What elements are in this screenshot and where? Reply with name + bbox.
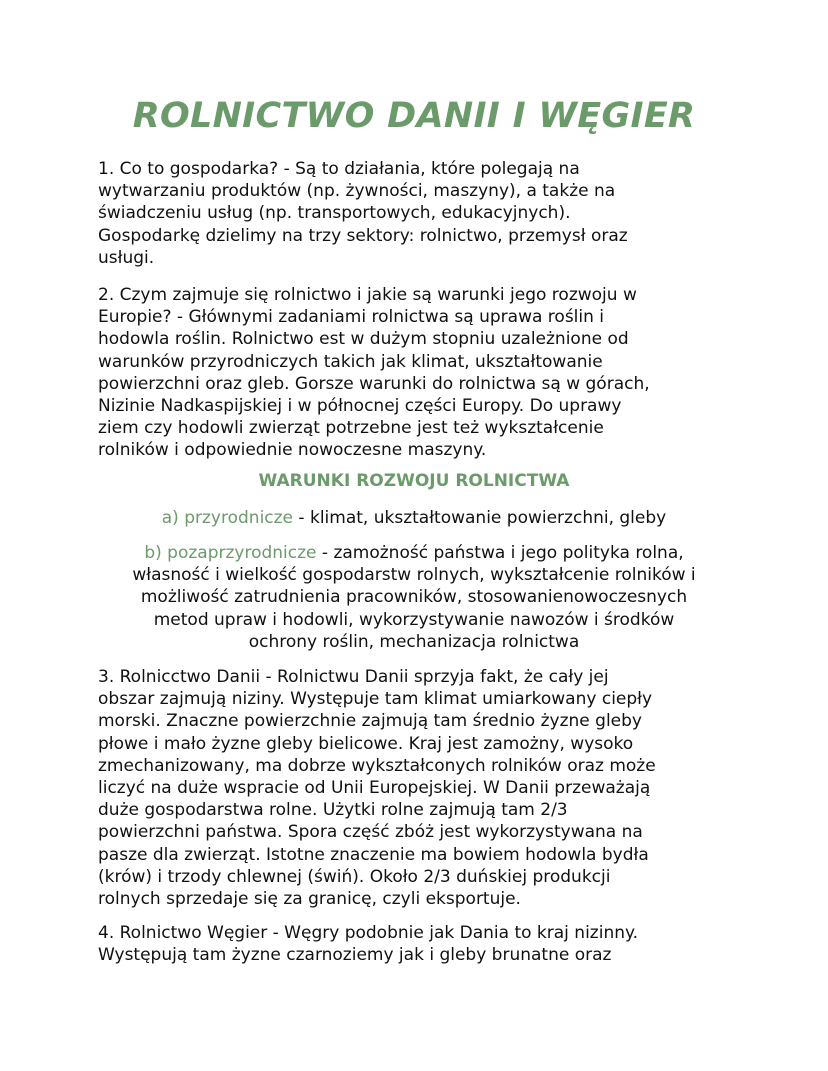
text-line: (krów) i trzody chlewnej (świń). Około 2/3 duńskiej produkcji — [98, 866, 611, 887]
text-line: Występują tam żyzne czarnoziemy jak i gleby brunatne oraz — [98, 945, 612, 966]
text-line: ochrony roślin, mechanizacja rolnictwa — [248, 631, 580, 652]
text-line: płowe i mało żyzne gleby bielicowe. Kraj jest zamożny, wysoko — [98, 733, 634, 754]
text-line: 1. Co to gospodarka? - Są to działania, które polegają na — [98, 159, 580, 179]
text-line: rolnych sprzedaje się za granicę, czyli eksportuje. — [98, 889, 521, 910]
text-line: zmechanizowany, ma dobrze wykształconych rolników oraz może — [98, 755, 656, 776]
condition-non-natural — [60, 542, 768, 653]
text-line: liczyć na duże wspracie od Unii Europejskiej. W Danii przeważają — [98, 778, 651, 799]
condition-non-natural-label: b) pozaprzyrodnicze — [144, 543, 317, 563]
text-line: wytwarzaniu produktów (np. żywności, maszyny), a także na — [98, 181, 616, 202]
text-line: usługi. — [98, 247, 155, 268]
document-title: ROLNICTWO DANII I WĘGIER — [132, 96, 696, 136]
text-line: Nizinie Nadkaspijskiej i w północnej części Europy. Do uprawy — [98, 396, 622, 417]
text-line: morski. Znaczne powierzchnie zajmują tam średnio żyzne gleby — [98, 711, 642, 732]
text-line: świadczeniu usług (np. transportowych, edukacyjnych). — [98, 203, 571, 224]
text-line: rolników i odpowiednie nowoczesne maszyny. — [98, 440, 487, 461]
text-line: ziem czy hodowli zwierząt potrzebne jest też wykształcenie — [98, 418, 604, 439]
text-line: możliwość zatrudnienia pracowników, stosowanienowoczesnych — [140, 587, 688, 608]
text-line: duże gospodarstwa rolne. Użytki rolne zajmują tam 2/3 — [98, 800, 568, 821]
paragraph-economy — [98, 158, 738, 269]
text-line: metod upraw i hodowli, wykorzystywanie nawozów i środków — [153, 609, 675, 630]
text-line: Gospodarkę dzielimy na trzy sektory: rolnictwo, przemysł oraz — [98, 225, 628, 246]
text-line: powierzchni państwa. Spora część zbóż jest wykorzystywana na — [98, 822, 643, 843]
paragraph-denmark — [98, 666, 738, 910]
section-heading: WARUNKI ROZWOJU ROLNICTWA — [258, 471, 570, 491]
condition-natural — [60, 507, 768, 529]
text-line: hodowla roślin. Rolnictwo est w dużym stopniu uzależnione od — [98, 329, 629, 350]
text-line: własność i wielkość gospodarstw rolnych, wykształcenie rolników i — [132, 565, 696, 586]
paragraph-hungary — [98, 922, 738, 966]
condition-natural-label: a) przyrodnicze — [161, 508, 294, 528]
paragraph-agriculture-europe — [98, 284, 738, 462]
condition-natural-text: - klimat, ukształtowanie powierzchni, gleby — [293, 508, 667, 528]
text-line: warunków przyrodniczych takich jak klimat, ukształtowanie — [98, 351, 603, 372]
text-line: 3. Rolnicctwo Danii - Rolnictwu Danii sprzyja fakt, że cały jej — [98, 667, 609, 687]
text-line: obszar zajmują niziny. Występuje tam klimat umiarkowany ciepły — [98, 689, 653, 710]
condition-non-natural-text: - zamożność państwa i jego polityka rolna, — [316, 543, 684, 563]
text-line: Europie? - Głównymi zadaniami rolnictwa są uprawa roślin i — [98, 307, 605, 328]
text-line: 2. Czym zajmuje się rolnictwo i jakie są warunki jego rozwoju w — [98, 285, 637, 305]
text-line: 4. Rolnictwo Węgier - Węgry podobnie jak Dania to kraj nizinny. — [98, 923, 639, 943]
text-line: pasze dla zwierząt. Istotne znaczenie ma bowiem hodowla bydła — [98, 844, 649, 865]
text-line: powierzchni oraz gleb. Gorsze warunki do rolnictwa są w górach, — [98, 373, 650, 394]
